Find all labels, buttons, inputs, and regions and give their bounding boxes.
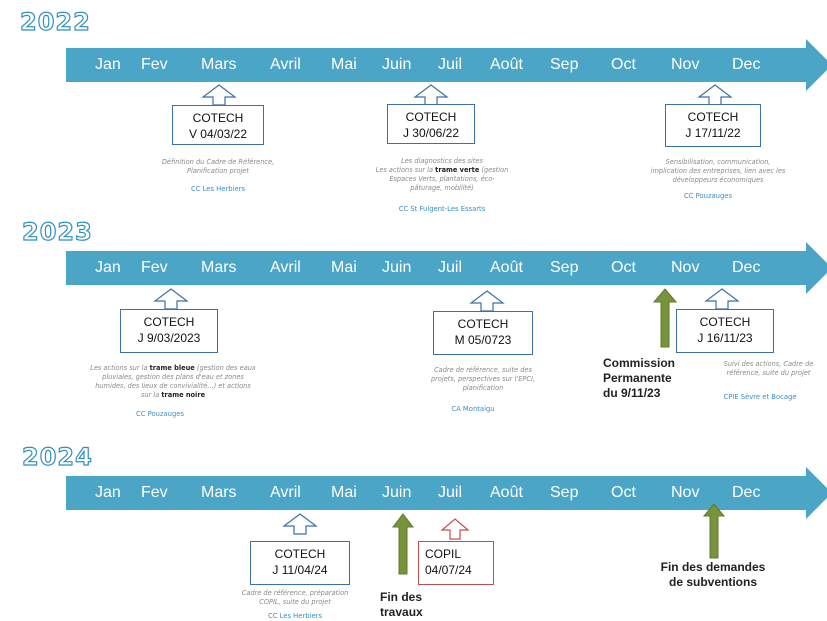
month-label: Avril [270, 259, 301, 276]
description-text: (gestion [481, 166, 509, 174]
meeting-date: V 04/03/22 [188, 127, 248, 141]
meeting-location: CC Pouzauges [135, 410, 185, 418]
month-label: Mars [201, 484, 237, 501]
meeting-location: CC Les Herbiers [190, 185, 245, 193]
month-label: Août [490, 259, 523, 276]
timeline-2023-arrowhead [806, 242, 827, 294]
description-line: Suivi des actions, Cadre de [723, 360, 814, 368]
milestone-line: Fin des [380, 590, 423, 604]
meeting-description [60, 364, 286, 400]
milestone-line: travaux [380, 605, 423, 619]
month-label: Sep [550, 56, 579, 73]
month-label: Août [490, 56, 523, 73]
timeline-2024-arrowhead [806, 467, 827, 519]
month-label: Dec [732, 484, 761, 501]
up-arrow-icon [282, 513, 318, 535]
description-line: planification [462, 384, 504, 392]
meeting-date: J 30/06/22 [402, 126, 460, 140]
month-label: Jan [95, 259, 121, 276]
meeting-date: J 17/11/22 [685, 126, 741, 140]
month-label: Mars [201, 56, 237, 73]
month-label: Jan [95, 56, 121, 73]
month-label: Juin [382, 56, 412, 73]
green-up-arrow-icon [392, 513, 414, 580]
meeting-location: CC St Fulgent-Les Essarts [398, 205, 486, 213]
month-label: Juil [438, 56, 463, 73]
description-line [60, 391, 286, 400]
meeting-date: J 11/04/24 [272, 563, 328, 577]
up-arrow-icon [440, 518, 470, 540]
meeting-title: COPIL [425, 547, 462, 561]
copil-box [418, 541, 494, 585]
description-text: (gestion des eaux [196, 364, 256, 372]
cotech-box [120, 309, 218, 353]
description-line [348, 166, 536, 175]
cotech-box [172, 105, 264, 145]
month-label: Juil [438, 259, 463, 276]
month-label: Nov [671, 56, 700, 73]
month-label: Jan [95, 484, 121, 501]
milestone-line: du 9/11/23 [603, 386, 661, 400]
month-label: Juil [438, 484, 463, 501]
description-line: Espaces Verts, plantations, éco- [389, 175, 495, 183]
description-line: Définition du Cadre de Référence, [161, 158, 275, 166]
description-text: Les actions sur la [90, 364, 148, 372]
month-label: Sep [550, 259, 579, 276]
year-2024-label: 2024 [22, 443, 93, 471]
description-line: implication des entreprises, lien avec les [650, 167, 786, 175]
up-arrow-icon [413, 84, 449, 106]
description-line: Sensibilisation, communication, [665, 158, 771, 166]
description-line: projets, perspectives sur l'EPCI, [430, 375, 536, 383]
green-up-arrow-icon [653, 288, 677, 353]
cotech-box [665, 104, 761, 147]
description-line: Cadre de référence, suite des [434, 366, 532, 374]
milestone-line: Fin des demandes [660, 560, 766, 574]
cotech-box [387, 104, 475, 144]
description-text: Les actions sur la [375, 166, 434, 174]
green-up-arrow-icon [703, 503, 725, 564]
month-label: Juin [382, 484, 412, 501]
description-line: référence, suite du projet [726, 369, 811, 377]
month-label: Nov [671, 259, 700, 276]
description-line: Planification projet [187, 167, 249, 175]
up-arrow-icon [153, 288, 189, 310]
description-line: Les diagnostics des sites [401, 157, 483, 165]
meeting-location: CC Les Herbiers [267, 612, 322, 620]
meeting-title: COTECH [457, 317, 509, 331]
meeting-location: CC Pouzauges [683, 192, 733, 200]
month-label: Mai [331, 56, 357, 73]
description-line: COPIL, suite du projet [259, 598, 331, 606]
milestone-line: Commission [603, 356, 676, 370]
meeting-date: 04/07/24 [425, 563, 472, 577]
month-label: Oct [611, 484, 636, 501]
cotech-box [433, 311, 533, 355]
month-label: Oct [611, 259, 636, 276]
meeting-title: COTECH [405, 110, 457, 124]
meeting-description [618, 158, 818, 185]
month-label: Fev [141, 56, 168, 73]
month-label: Août [490, 484, 523, 501]
year-2023-label: 2023 [22, 218, 93, 246]
up-arrow-icon [704, 288, 740, 310]
up-arrow-icon [697, 84, 733, 106]
meeting-description [348, 157, 536, 193]
month-label: Dec [732, 56, 761, 73]
meeting-title: COTECH [143, 315, 195, 329]
meeting-date: M 05/0723 [454, 333, 512, 347]
meeting-location: CA Montaigu [451, 405, 495, 413]
month-label: Mai [331, 484, 357, 501]
month-label: Sep [550, 484, 579, 501]
meeting-date: J 9/03/2023 [137, 331, 201, 345]
end-of-works-label [380, 590, 423, 620]
month-label: Fev [141, 259, 168, 276]
description-line: pâturage, mobilité) [410, 184, 474, 192]
month-label: Avril [270, 484, 301, 501]
meeting-title: COTECH [274, 547, 326, 561]
month-label: Nov [671, 484, 700, 501]
description-line: développeurs économiques [672, 176, 764, 184]
month-label: Fev [141, 484, 168, 501]
commission-permanente-label [603, 356, 675, 401]
month-label: Mars [201, 259, 237, 276]
up-arrow-icon [201, 84, 237, 106]
meeting-description [710, 360, 827, 378]
meeting-title: COTECH [687, 110, 739, 124]
description-line [60, 364, 286, 373]
description-highlight: trame verte [435, 166, 480, 174]
meeting-title: COTECH [192, 111, 244, 125]
description-text: sur la [140, 391, 160, 399]
meeting-location: CPIE Sèvre et Bocage [723, 393, 797, 401]
milestone-line: Permanente [603, 371, 672, 385]
milestone-line: de subventions [668, 575, 757, 589]
description-line: pluviales, gestion des plans d'eau et zones [102, 373, 244, 381]
description-highlight: trame noire [161, 391, 206, 399]
month-label: Dec [732, 259, 761, 276]
meeting-title: COTECH [699, 315, 751, 329]
cotech-box [676, 309, 774, 353]
cotech-box [250, 541, 350, 585]
meeting-description [400, 366, 566, 393]
meeting-description [205, 589, 385, 607]
meeting-date: J 16/11/23 [697, 331, 753, 345]
end-of-subsidy-requests-label [651, 560, 775, 590]
description-line: humides, des lieux de convivialité...) et actions [95, 382, 251, 390]
timeline-2022-arrowhead [806, 39, 827, 91]
description-highlight: trame bleue [149, 364, 195, 372]
description-line: Cadre de référence, préparation [241, 589, 349, 597]
month-label: Oct [611, 56, 636, 73]
up-arrow-icon [469, 290, 505, 312]
year-2022-label: 2022 [20, 8, 91, 36]
meeting-description [120, 158, 316, 176]
month-label: Mai [331, 259, 357, 276]
month-label: Avril [270, 56, 301, 73]
month-label: Juin [382, 259, 412, 276]
